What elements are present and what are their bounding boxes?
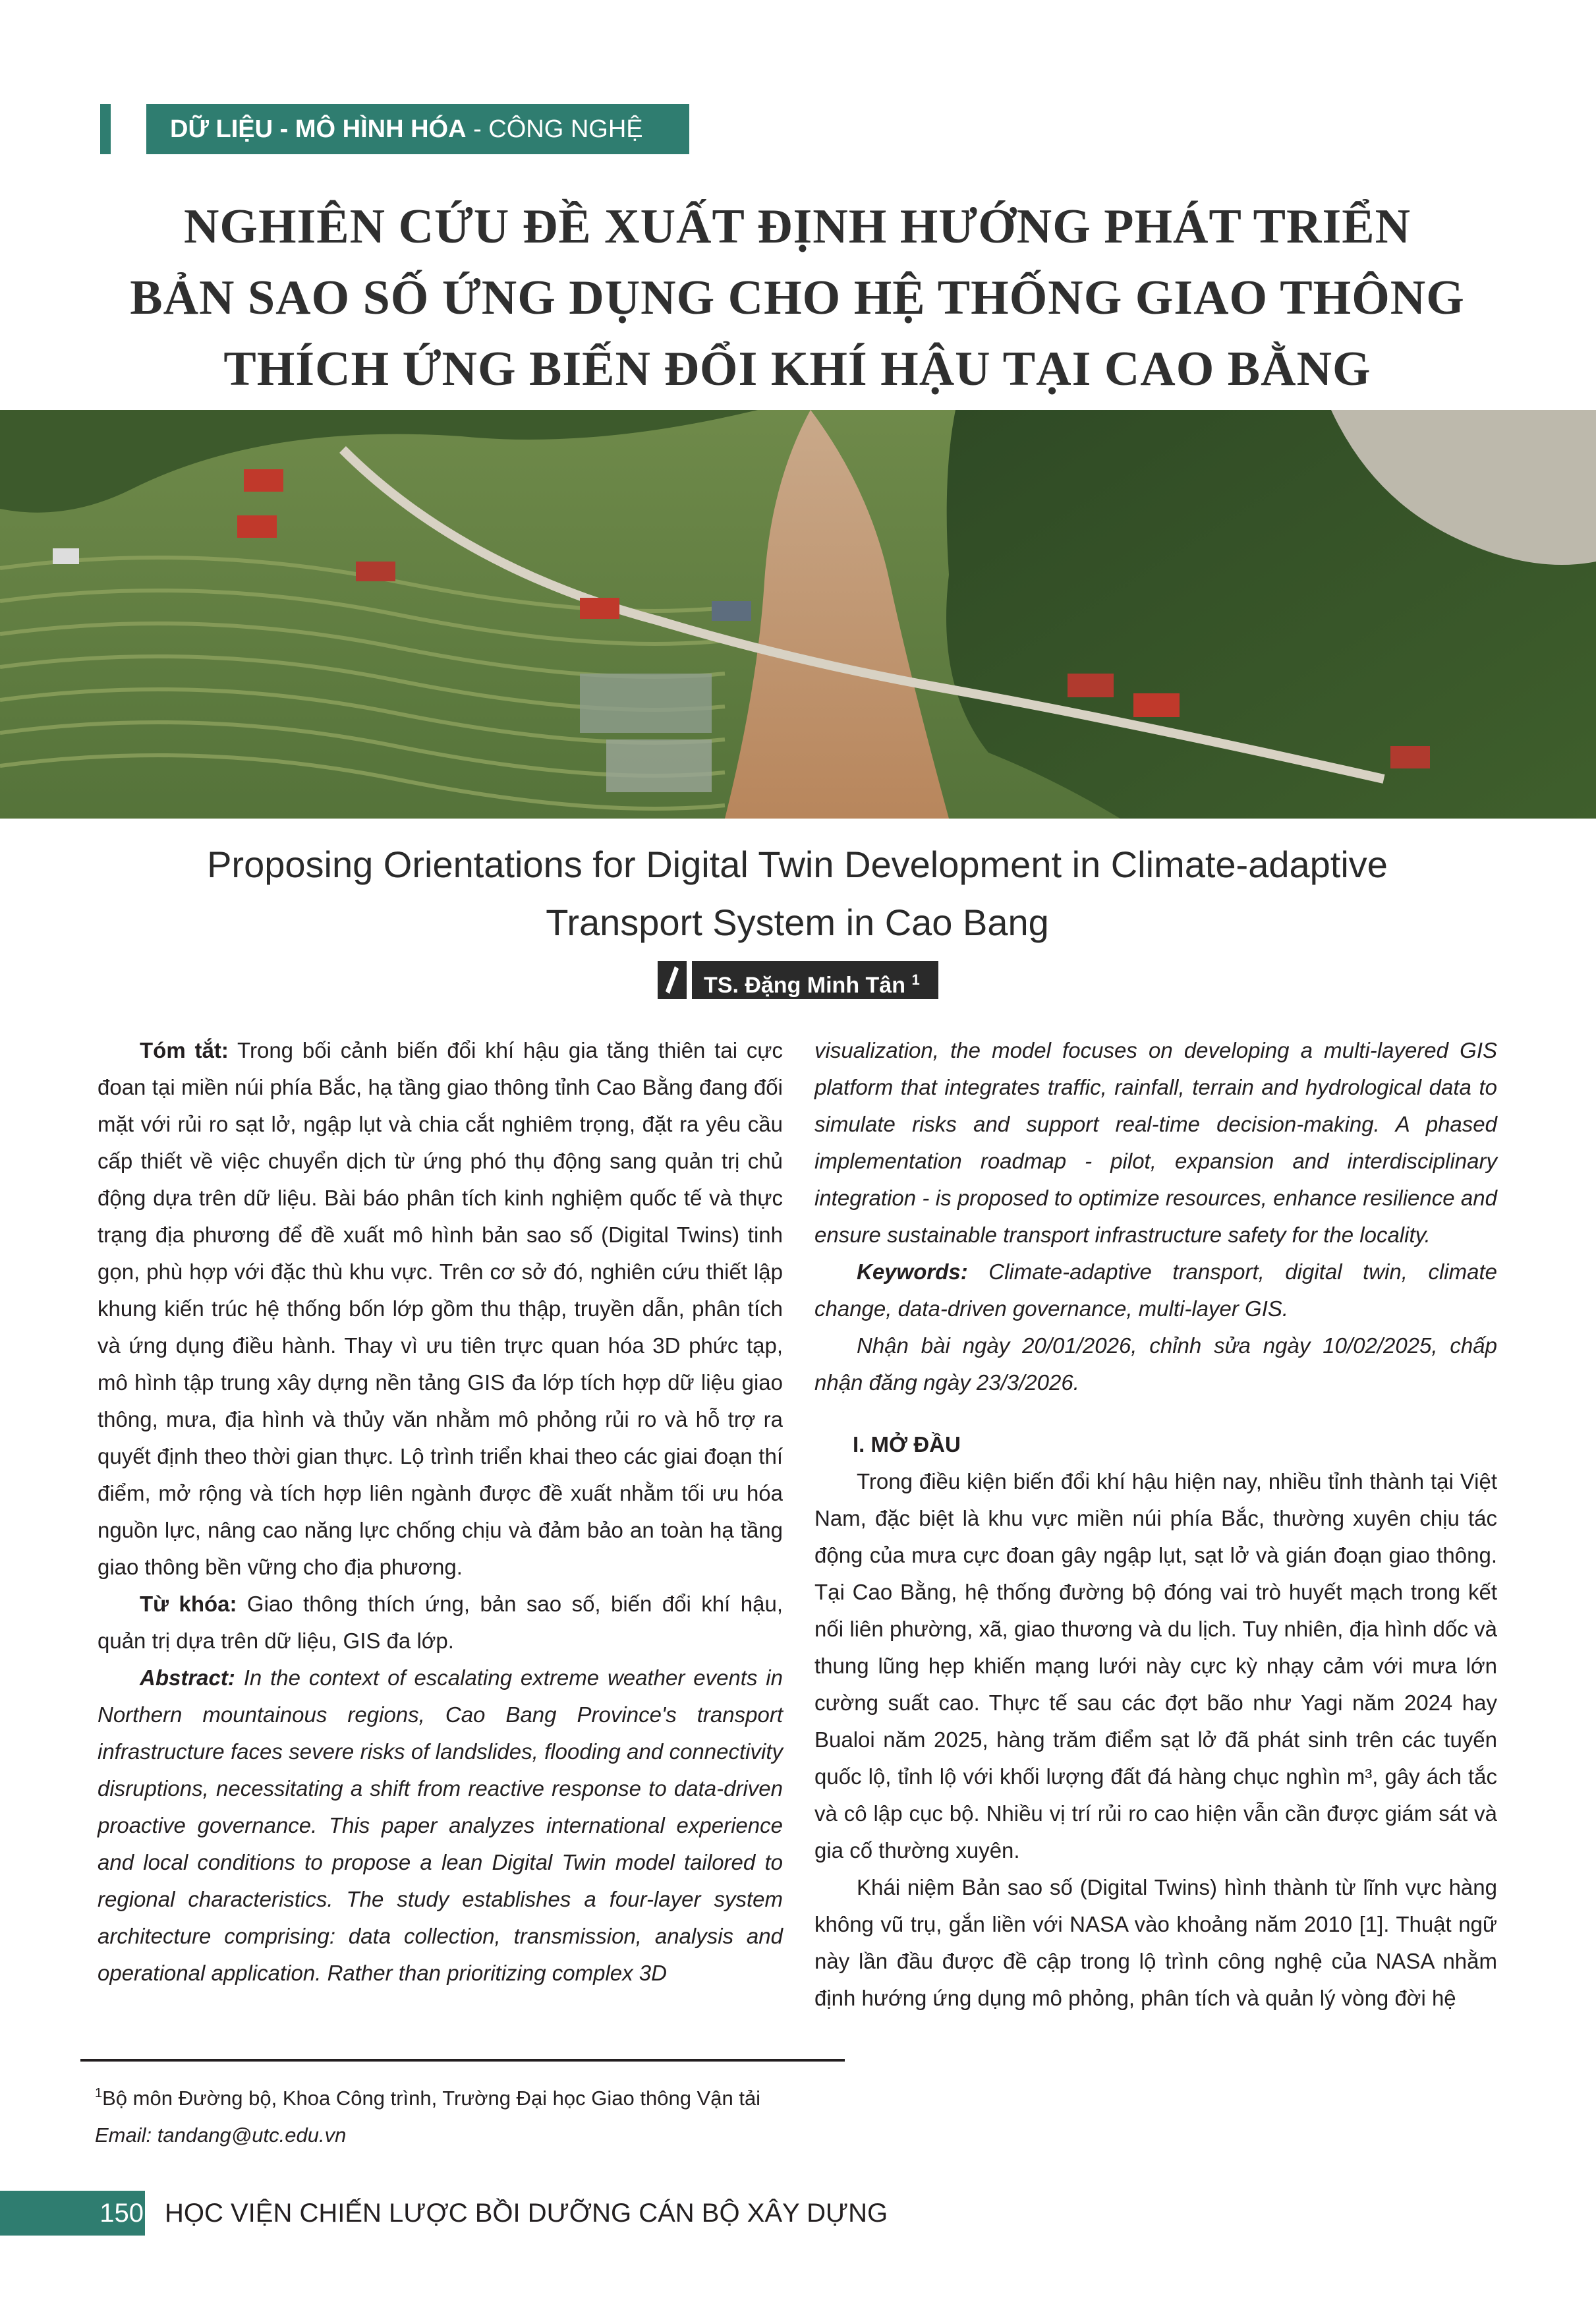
keywords-paragraph [98,1586,783,1660]
footnote [95,2075,952,2154]
page-number: 150 [100,2199,144,2228]
left-column [98,1032,783,1992]
section-tag-regular: - CÔNG NGHỆ [466,115,643,143]
author-name: TS. Đặng Minh Tân [704,973,905,998]
english-keywords-label: Keywords: [857,1259,968,1284]
body-paragraph: Trong điều kiện biến đổi khí hậu hiện nay, nhiều tỉnh thành tại Việt Nam, đặc biệt là khu vực miền núi phía Bắc, thường xuyên chịu tác động của mưa cực đoan gây ngập lụt, sạt lở và gián đoạn giao thông. Tại Cao Bằng, hệ thống đường bộ đóng vai trò huyết mạch trong kết nối liên phường, xã, giao thương và du lịch. Tuy nhiên, địa hình dốc và thung lũng hẹp khiến mạng lưới này cực kỳ nhạy cảm với mưa lớn cường suất cao. Thực tế sau các đợt bão như Yagi năm 2024 hay Bualoi năm 2025, hàng trăm điểm sạt lở đã phát sinh trên các tuyến quốc lộ, tỉnh lộ với khối lượng đất đá hàng chục nghìn m³, gây ách tắc và cô lập cục bộ. Nhiều vị trí rủi ro cao hiện vẫn cần được giám sát và gia cố thường xuyên. [814,1469,1497,1863]
keywords-text: Giao thông thích ứng, bản sao số, biến đổi khí hậu, quản trị dựa trên dữ liệu, GIS đa lớp. [98,1592,783,1653]
section-tag-accent [100,104,111,154]
english-title-line: Transport System in Cao Bang [546,902,1049,943]
publisher-name: HỌC VIỆN CHIẾN LƯỢC BỒI DƯỠNG CÁN BỘ XÂY DỰNG [165,2199,888,2228]
author-byline [692,961,938,999]
section-tag-bold: DỮ LIỆU - MÔ HÌNH HÓA [170,115,467,143]
english-keywords-paragraph [814,1254,1497,1327]
abstract-continuation: visualization, the model focuses on developing a multi-layered GIS platform that integrates traffic, rainfall, terrain and hydrological data to simulate risks and support real-time decision-making. A phased implementation roadmap - pilot, expansion and interdisciplinary integration - is proposed to optimize resources, enhance resilience and ensure sustainable transport infrastructure safety for the locality. [814,1038,1497,1247]
summary-text: Trong bối cảnh biến đổi khí hậu gia tăng thiên tai cực đoan tại miền núi phía Bắc, hạ tầng giao thông tỉnh Cao Bằng đang đối mặt với rủi ro sạt lở, ngập lụt và chia cắt nghiêm trọng, đặt ra yêu cầu cấp thiết về việc chuyển dịch từ ứng phó thụ động sang quản trị chủ động dựa trên dữ liệu. Bài báo phân tích kinh nghiệm quốc tế và thực trạng địa phương để đề xuất mô hình bản sao số (Digital Twins) tinh gọn, phù hợp với đặc thù khu vực. Trên cơ sở đó, nghiên cứu thiết lập khung kiến trúc hệ thống bốn lớp gồm thu thập, truyền dẫn, phân tích và ứng dụng điều hành. Thay vì ưu tiên trực quan hóa 3D phức tạp, mô hình tập trung xây dựng nền tảng GIS đa lớp tích hợp dữ liệu giao thông, mưa, địa hình và thủy văn nhằm mô phỏng rủi ro và hỗ trợ ra quyết định theo thời gian thực. Lộ trình triển khai theo các giai đoạn thí điểm, mở rộng và tích hợp liên ngành được đề xuất nhằm tối ưu hóa nguồn lực, nâng cao năng lực chống chịu và đảm bảo an toàn hạ tầng giao thông bền vững cho địa phương. [98,1038,783,1579]
title-line: BẢN SAO SỐ ỨNG DỤNG CHO HỆ THỐNG GIAO THÔNG [130,271,1465,325]
right-column [814,1032,1497,2017]
keywords-label: Từ khóa: [140,1592,237,1616]
abstract-text: In the context of escalating extreme weather events in Northern mountainous regions, Cao Bang Province's transport infrastructure faces severe risks of landslides, flooding and connectivity disruptions, necessitating a shift from reactive response to data-driven proactive governance. This paper analyzes international experience and local conditions to propose a lean Digital Twin model tailored to regional characteristics. The study establishes a four-layer system architecture comprising: data collection, transmission, analysis and operational application. Rather than prioritizing complex 3D [98,1665,783,1985]
footnote-affiliation: Bộ môn Đường bộ, Khoa Công trình, Trường Đại học Giao thông Vận tải [102,2087,761,2110]
footnote-mark: 1 [95,2086,103,2100]
section-tag [146,104,689,154]
author-affiliation-mark: 1 [911,971,920,988]
english-keywords-text: Climate-adaptive transport, digital twin, climate change, data-driven governance, multi-layer GIS. [814,1259,1497,1321]
summary-label: Tóm tắt: [140,1038,229,1062]
footnote-affiliation-line [95,2075,952,2117]
abstract-label: Abstract: [140,1665,235,1690]
section-heading: I. MỞ ĐẦU [853,1432,961,1457]
abstract-paragraph [98,1660,783,1992]
received-dates: Nhận bài ngày 20/01/2026, chỉnh sửa ngày 10/02/2025, chấp nhận đăng ngày 23/3/2026. [814,1333,1497,1395]
title-line: THÍCH ỨNG BIẾN ĐỔI KHÍ HẬU TẠI CAO BẰNG [223,342,1371,396]
english-title [99,836,1496,952]
footnote-divider [80,2059,845,2062]
title-line: NGHIÊN CỨU ĐỀ XUẤT ĐỊNH HƯỚNG PHÁT TRIỂN [183,200,1411,254]
footnote-email: Email: tandang@utc.edu.vn [95,2124,347,2147]
hero-photo [0,410,1596,819]
english-title-line: Proposing Orientations for Digital Twin Development in Climate-adaptive [207,844,1388,885]
article-title [79,191,1516,405]
summary-paragraph [98,1032,783,1586]
body-paragraph: Khái niệm Bản sao số (Digital Twins) hình thành từ lĩnh vực hàng không vũ trụ, gắn liền với NASA vào khoảng năm 2010 [1]. Thuật ngữ này lần đầu được đề cập trong lộ trình công nghệ của NASA nhằm định hướng ứng dụng mô phỏng, phân tích và quản lý vòng đời hệ [814,1875,1497,2010]
pen-icon [658,961,687,999]
aerial-landscape-image [0,410,1596,819]
